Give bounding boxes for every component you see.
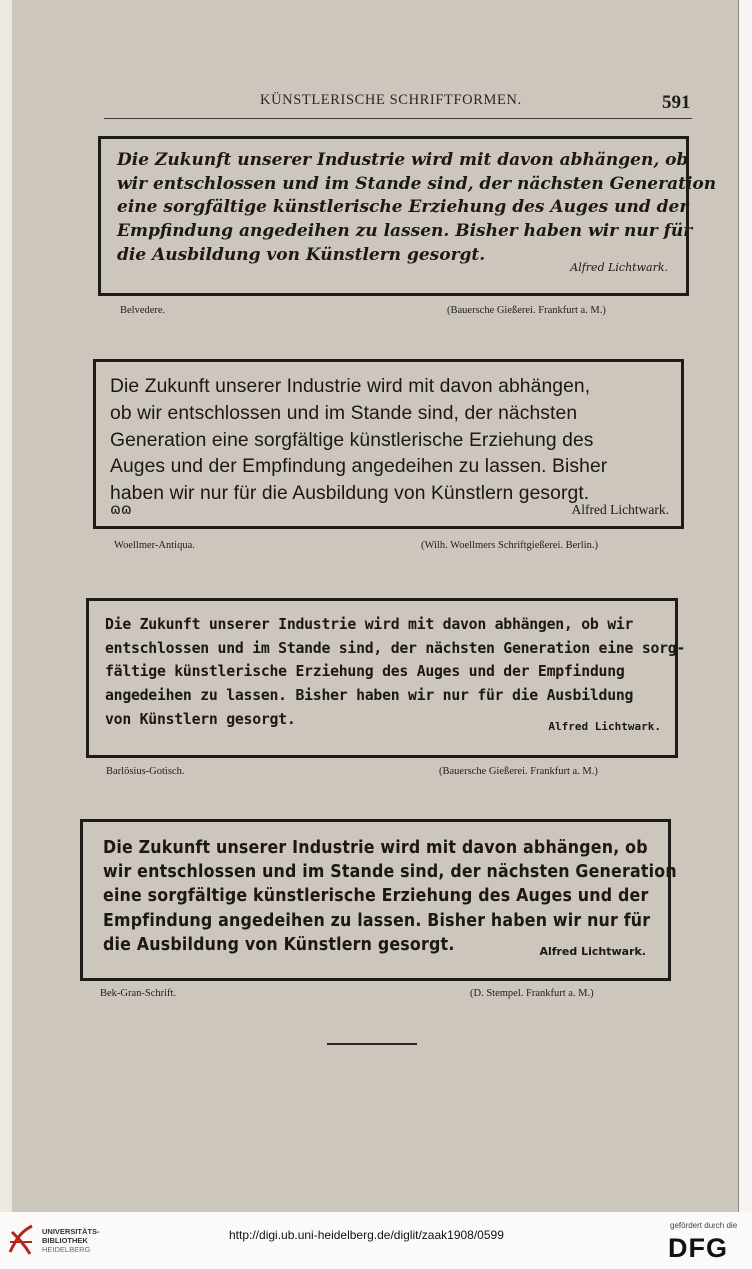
specimen-line: Die Zukunft unserer Industrie wird mit davon abhängen, ob — [117, 150, 689, 170]
specimen-line: die Ausbildung von Künstlern gesorgt. — [103, 934, 455, 955]
page-number: 591 — [662, 92, 691, 113]
specimen-woellmer-antiqua — [93, 359, 684, 529]
specimen-line: Auges und der Empfindung angedeihen zu lassen. Bisher — [110, 456, 608, 478]
specimen-line: Die Zukunft unserer Industrie wird mit davon abhängen, ob — [103, 838, 648, 858]
specimen-bek-gran-schrift — [80, 819, 677, 981]
specimen-barloesius-gotisch — [86, 598, 686, 758]
specimen-line: eine sorgfältige künstlerische Erziehung des Auges und der — [117, 197, 689, 218]
specimen-line: wir entschlossen und im Stande sind, der nächsten Generation — [103, 862, 677, 883]
end-rule — [327, 1043, 417, 1045]
header-rule — [104, 118, 692, 119]
page-gutter — [0, 0, 12, 1212]
specimen-line: wir entschlossen und im Stande sind, der nächsten Generation — [117, 173, 717, 194]
specimen-line: Die Zukunft unserer Industrie wird mit davon abhängen, — [110, 376, 591, 397]
specimen-signature: Alfred Lichtwark. — [571, 502, 669, 517]
library-line: UNIVERSITÄTS- — [42, 1227, 100, 1236]
specimen-line: fältige künstlerische Erziehung des Auges und der Empfindung — [105, 663, 625, 681]
typeface-caption: Bek-Gran-Schrift. — [100, 988, 177, 999]
specimen-line: die Ausbildung von Künstlern gesorgt. — [117, 244, 486, 265]
typeface-caption: Belvedere. — [120, 305, 166, 316]
foundry-caption: (Wilh. Woellmers Schriftgießerei. Berlin.) — [421, 540, 598, 551]
foundry-caption: (Bauersche Gießerei. Frankfurt a. M.) — [439, 766, 598, 777]
library-line: BIBLIOTHEK — [42, 1236, 88, 1245]
typeface-caption: Woellmer-Antiqua. — [114, 540, 195, 551]
specimen-line: eine sorgfältige künstlerische Erziehung des Auges und der — [103, 886, 649, 907]
library-line: HEIDELBERG — [42, 1245, 91, 1254]
specimen-line: Die Zukunft unserer Industrie wird mit davon abhängen, ob wir — [105, 616, 634, 633]
specimen-line: entschlossen und im Stande sind, der nächsten Generation eine sorg- — [105, 639, 686, 657]
dfg-logo: DFG — [668, 1233, 728, 1263]
typeface-caption: Barlösius-Gotisch. — [106, 766, 185, 777]
specimen-signature: Alfred Lichtwark. — [539, 945, 646, 958]
specimen-line: Empfindung angedeihen zu lassen. Bisher haben wir nur für — [117, 221, 693, 242]
funding-note: gefördert durch die — [670, 1221, 738, 1230]
specimen-line: ob wir entschlossen und im Stande sind, der nächsten — [110, 402, 578, 424]
library-name — [42, 1227, 100, 1254]
specimen-line: Empfindung angedeihen zu lassen. Bisher haben wir nur für — [103, 910, 651, 931]
permalink-url[interactable]: http://digi.ub.uni-heidelberg.de/diglit/zaak1908/0599 — [229, 1228, 504, 1242]
specimen-signature: Alfred Lichtwark. — [548, 720, 661, 733]
specimen-signature: Alfred Lichtwark. — [570, 261, 668, 274]
ornament-icon: ɷɷ — [110, 500, 132, 518]
running-title: KÜNSTLERISCHE SCHRIFTFORMEN. — [260, 92, 522, 108]
specimen-line: angedeihen zu lassen. Bisher haben wir nur für die Ausbildung — [105, 687, 634, 705]
university-library-logo-icon — [6, 1220, 36, 1260]
specimen-belvedere — [98, 136, 717, 296]
foundry-caption: (D. Stempel. Frankfurt a. M.) — [470, 988, 594, 999]
specimen-line: haben wir nur für die Ausbildung von Künstlern gesorgt. — [110, 483, 590, 505]
specimen-line: Generation eine sorgfältige künstlerische Erziehung des — [110, 429, 594, 451]
page-edge — [738, 0, 752, 1212]
foundry-caption: (Bauersche Gießerei. Frankfurt a. M.) — [447, 305, 606, 316]
specimen-line: von Künstlern gesorgt. — [105, 710, 296, 728]
